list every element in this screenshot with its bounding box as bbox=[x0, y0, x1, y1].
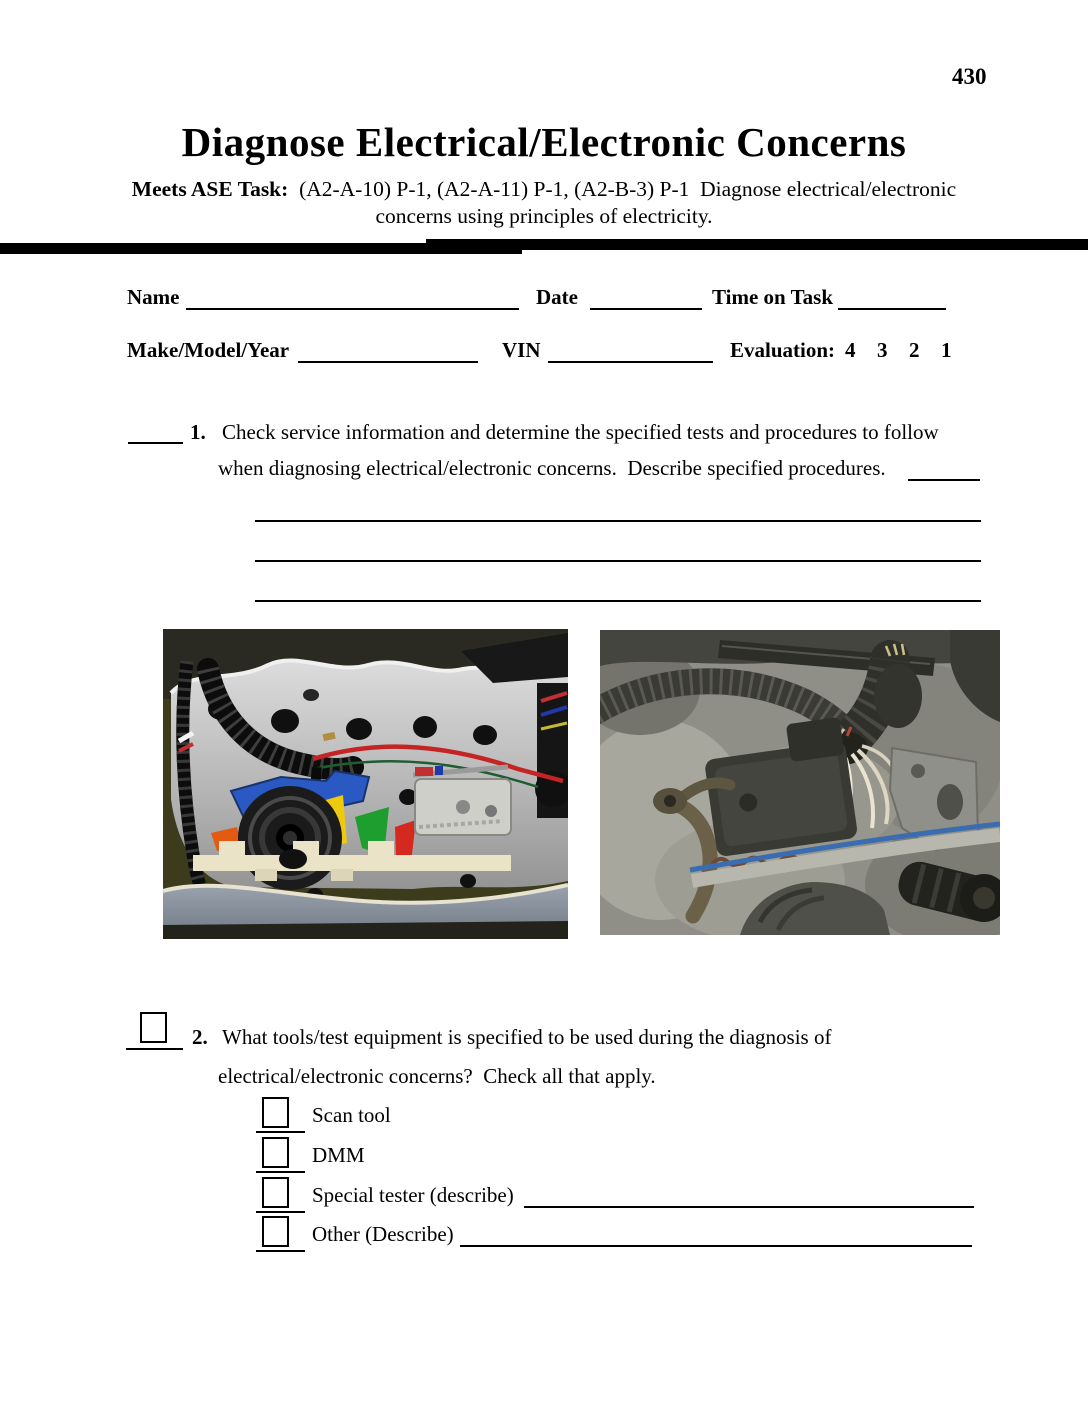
date-label: Date bbox=[536, 285, 578, 309]
question1-short-answer-line[interactable] bbox=[908, 461, 980, 481]
ase-task-line2: concerns using principles of electricity. bbox=[375, 204, 713, 228]
option-scan-tool-checkbox[interactable] bbox=[262, 1097, 289, 1128]
make-model-year-field-line[interactable] bbox=[298, 343, 478, 363]
question1-grade-line[interactable] bbox=[128, 424, 183, 444]
answer-line-2[interactable] bbox=[255, 542, 981, 562]
evaluation-score-3[interactable]: 3 bbox=[877, 338, 888, 362]
time-on-task-label: Time on Task bbox=[712, 285, 834, 309]
evaluation-score-2[interactable]: 2 bbox=[909, 338, 920, 362]
option-dmm-label: DMM bbox=[312, 1143, 365, 1167]
evaluation-score-4[interactable]: 4 bbox=[845, 338, 856, 362]
page-number: 430 bbox=[952, 64, 987, 89]
question2-number: 2. bbox=[192, 1025, 208, 1049]
ase-task-line1 bbox=[0, 177, 1088, 202]
name-label: Name bbox=[127, 285, 180, 309]
vin-label: VIN bbox=[502, 338, 541, 362]
time-on-task-field-line[interactable] bbox=[838, 290, 946, 310]
evaluation-score-1[interactable]: 1 bbox=[941, 338, 952, 362]
answer-line-3[interactable] bbox=[255, 582, 981, 602]
evaluation-label: Evaluation: bbox=[730, 338, 836, 362]
option-special-tester-label: Special tester (describe) bbox=[312, 1183, 514, 1207]
vin-field-line[interactable] bbox=[548, 343, 713, 363]
special-tester-describe-line[interactable] bbox=[524, 1188, 974, 1208]
option-special-tester-checkbox[interactable] bbox=[262, 1177, 289, 1208]
question2-text-line2: electrical/electronic concerns? Check all that apply. bbox=[218, 1064, 656, 1088]
option-other-label: Other (Describe) bbox=[312, 1222, 454, 1246]
question1-text-line2: when diagnosing electrical/electronic concerns. Describe specified procedures. bbox=[218, 456, 886, 480]
make-model-year-label: Make/Model/Year bbox=[127, 338, 290, 362]
section-divider-bar-right bbox=[426, 239, 1088, 250]
option-other-checkbox[interactable] bbox=[262, 1216, 289, 1247]
answer-line-1[interactable] bbox=[255, 502, 981, 522]
name-field-line[interactable] bbox=[186, 290, 519, 310]
valve-body-photo bbox=[163, 629, 568, 939]
option-dmm-checkbox[interactable] bbox=[262, 1137, 289, 1168]
transmission-wiring-photo bbox=[600, 630, 1000, 935]
question2-grade-checkbox[interactable] bbox=[140, 1012, 167, 1043]
ase-task-label: Meets ASE Task: bbox=[131, 177, 289, 201]
other-describe-line[interactable] bbox=[460, 1227, 972, 1247]
option-scan-tool-label: Scan tool bbox=[312, 1103, 391, 1127]
question2-text-line1: What tools/test equipment is specified to be used during the diagnosis of bbox=[222, 1025, 832, 1049]
question1-number: 1. bbox=[190, 420, 206, 444]
question1-text-line1: Check service information and determine the specified tests and procedures to follow bbox=[222, 420, 939, 444]
ase-task-text: (A2-A-10) P-1, (A2-A-11) P-1, (A2-B-3) P-1 Diagnose electrical/electronic bbox=[288, 177, 957, 201]
page-title: Diagnose Electrical/Electronic Concerns bbox=[181, 119, 907, 165]
date-field-line[interactable] bbox=[590, 290, 702, 310]
